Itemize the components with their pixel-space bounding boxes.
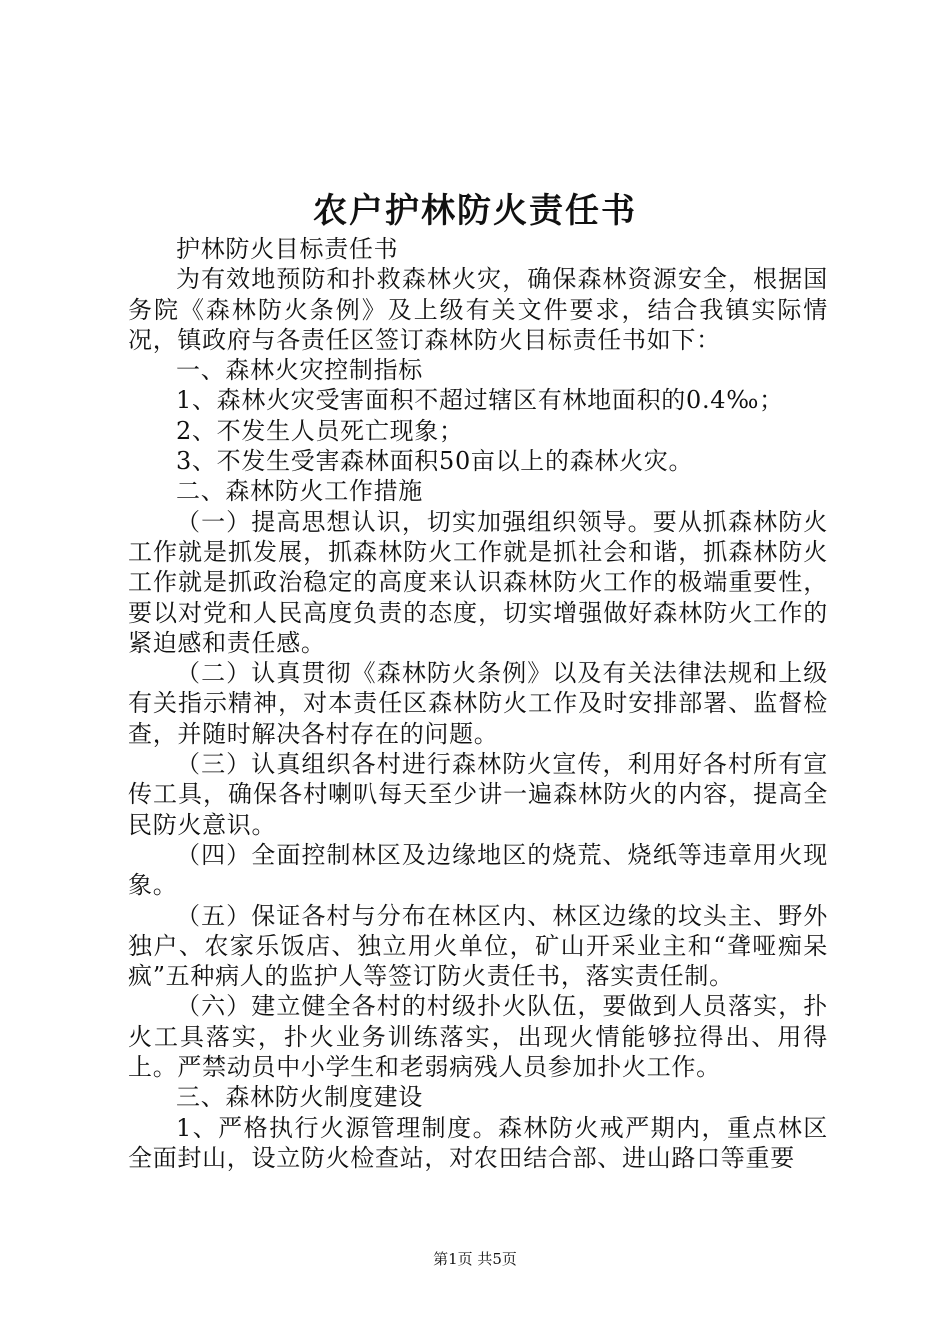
list-item: 2、不发生人员死亡现象； xyxy=(176,416,464,445)
measure-paragraph: （一）提高思想认识，切实加强组织领导。要从抓森林防火工作就是抓发展，抓森林防火工作就是抓社会和谐，抓森林防火工作就是抓政治稳定的高度来认识森林防火工作的极端重要性，要以对党和人民高度负责的态度，切实增强做好森林防火工作的紧迫感和责任感。 xyxy=(128,507,828,657)
measure-paragraph: （四）全面控制林区及边缘地区的烧荒、烧纸等违章用火现象。 xyxy=(128,840,828,900)
rule-paragraph: 1、严格执行火源管理制度。森林防火戒严期内，重点林区全面封山，设立防火检查站，对农田结合部、进山路口等重要 xyxy=(128,1113,828,1172)
document-body xyxy=(128,234,828,1173)
paragraph-subtitle: 护林防火目标责任书 xyxy=(176,235,399,263)
section-heading-1: 一、森林火灾控制指标 xyxy=(176,356,423,385)
measure-paragraph: （二）认真贯彻《森林防火条例》以及有关法律法规和上级有关指示精神，对本责任区森林防火工作及时安排部署、监督检查，并随时解决各村存在的问题。 xyxy=(128,659,828,748)
list-item: 3、不发生受害森林面积50亩以上的森林火灾。 xyxy=(176,447,694,476)
paragraph-intro: 为有效地预防和扑救森林火灾，确保森林资源安全，根据国务院《森林防火条例》及上级有关文件要求，结合我镇实际情况，镇政府与各责任区签订森林防火目标责任书如下： xyxy=(128,265,828,354)
list-item: 1、森林火灾受害面积不超过辖区有林地面积的0.4‰； xyxy=(176,386,784,415)
measure-paragraph: （五）保证各村与分布在林区内、林区边缘的坟头主、野外独户、农家乐饭店、独立用火单位，矿山开采业主和“聋哑痴呆疯”五种病人的监护人等签订防火责任书，落实责任制。 xyxy=(128,901,828,991)
section-heading-3: 三、森林防火制度建设 xyxy=(176,1083,423,1112)
measure-paragraph: （六）建立健全各村的村级扑火队伍，要做到人员落实，扑火工具落实，扑火业务训练落实，出现火情能够拉得出、用得上。严禁动员中小学生和老弱病残人员参加扑火工作。 xyxy=(128,992,828,1082)
section-heading-2: 二、森林防火工作措施 xyxy=(176,477,423,506)
measure-paragraph: （三）认真组织各村进行森林防火宣传，利用好各村所有宣传工具，确保各村喇叭每天至少讲一遍森林防火的内容，提高全民防火意识。 xyxy=(128,750,828,839)
page-footer: 第1页 共5页 xyxy=(433,1250,517,1268)
document-title: 农户护林防火责任书 xyxy=(313,191,637,231)
